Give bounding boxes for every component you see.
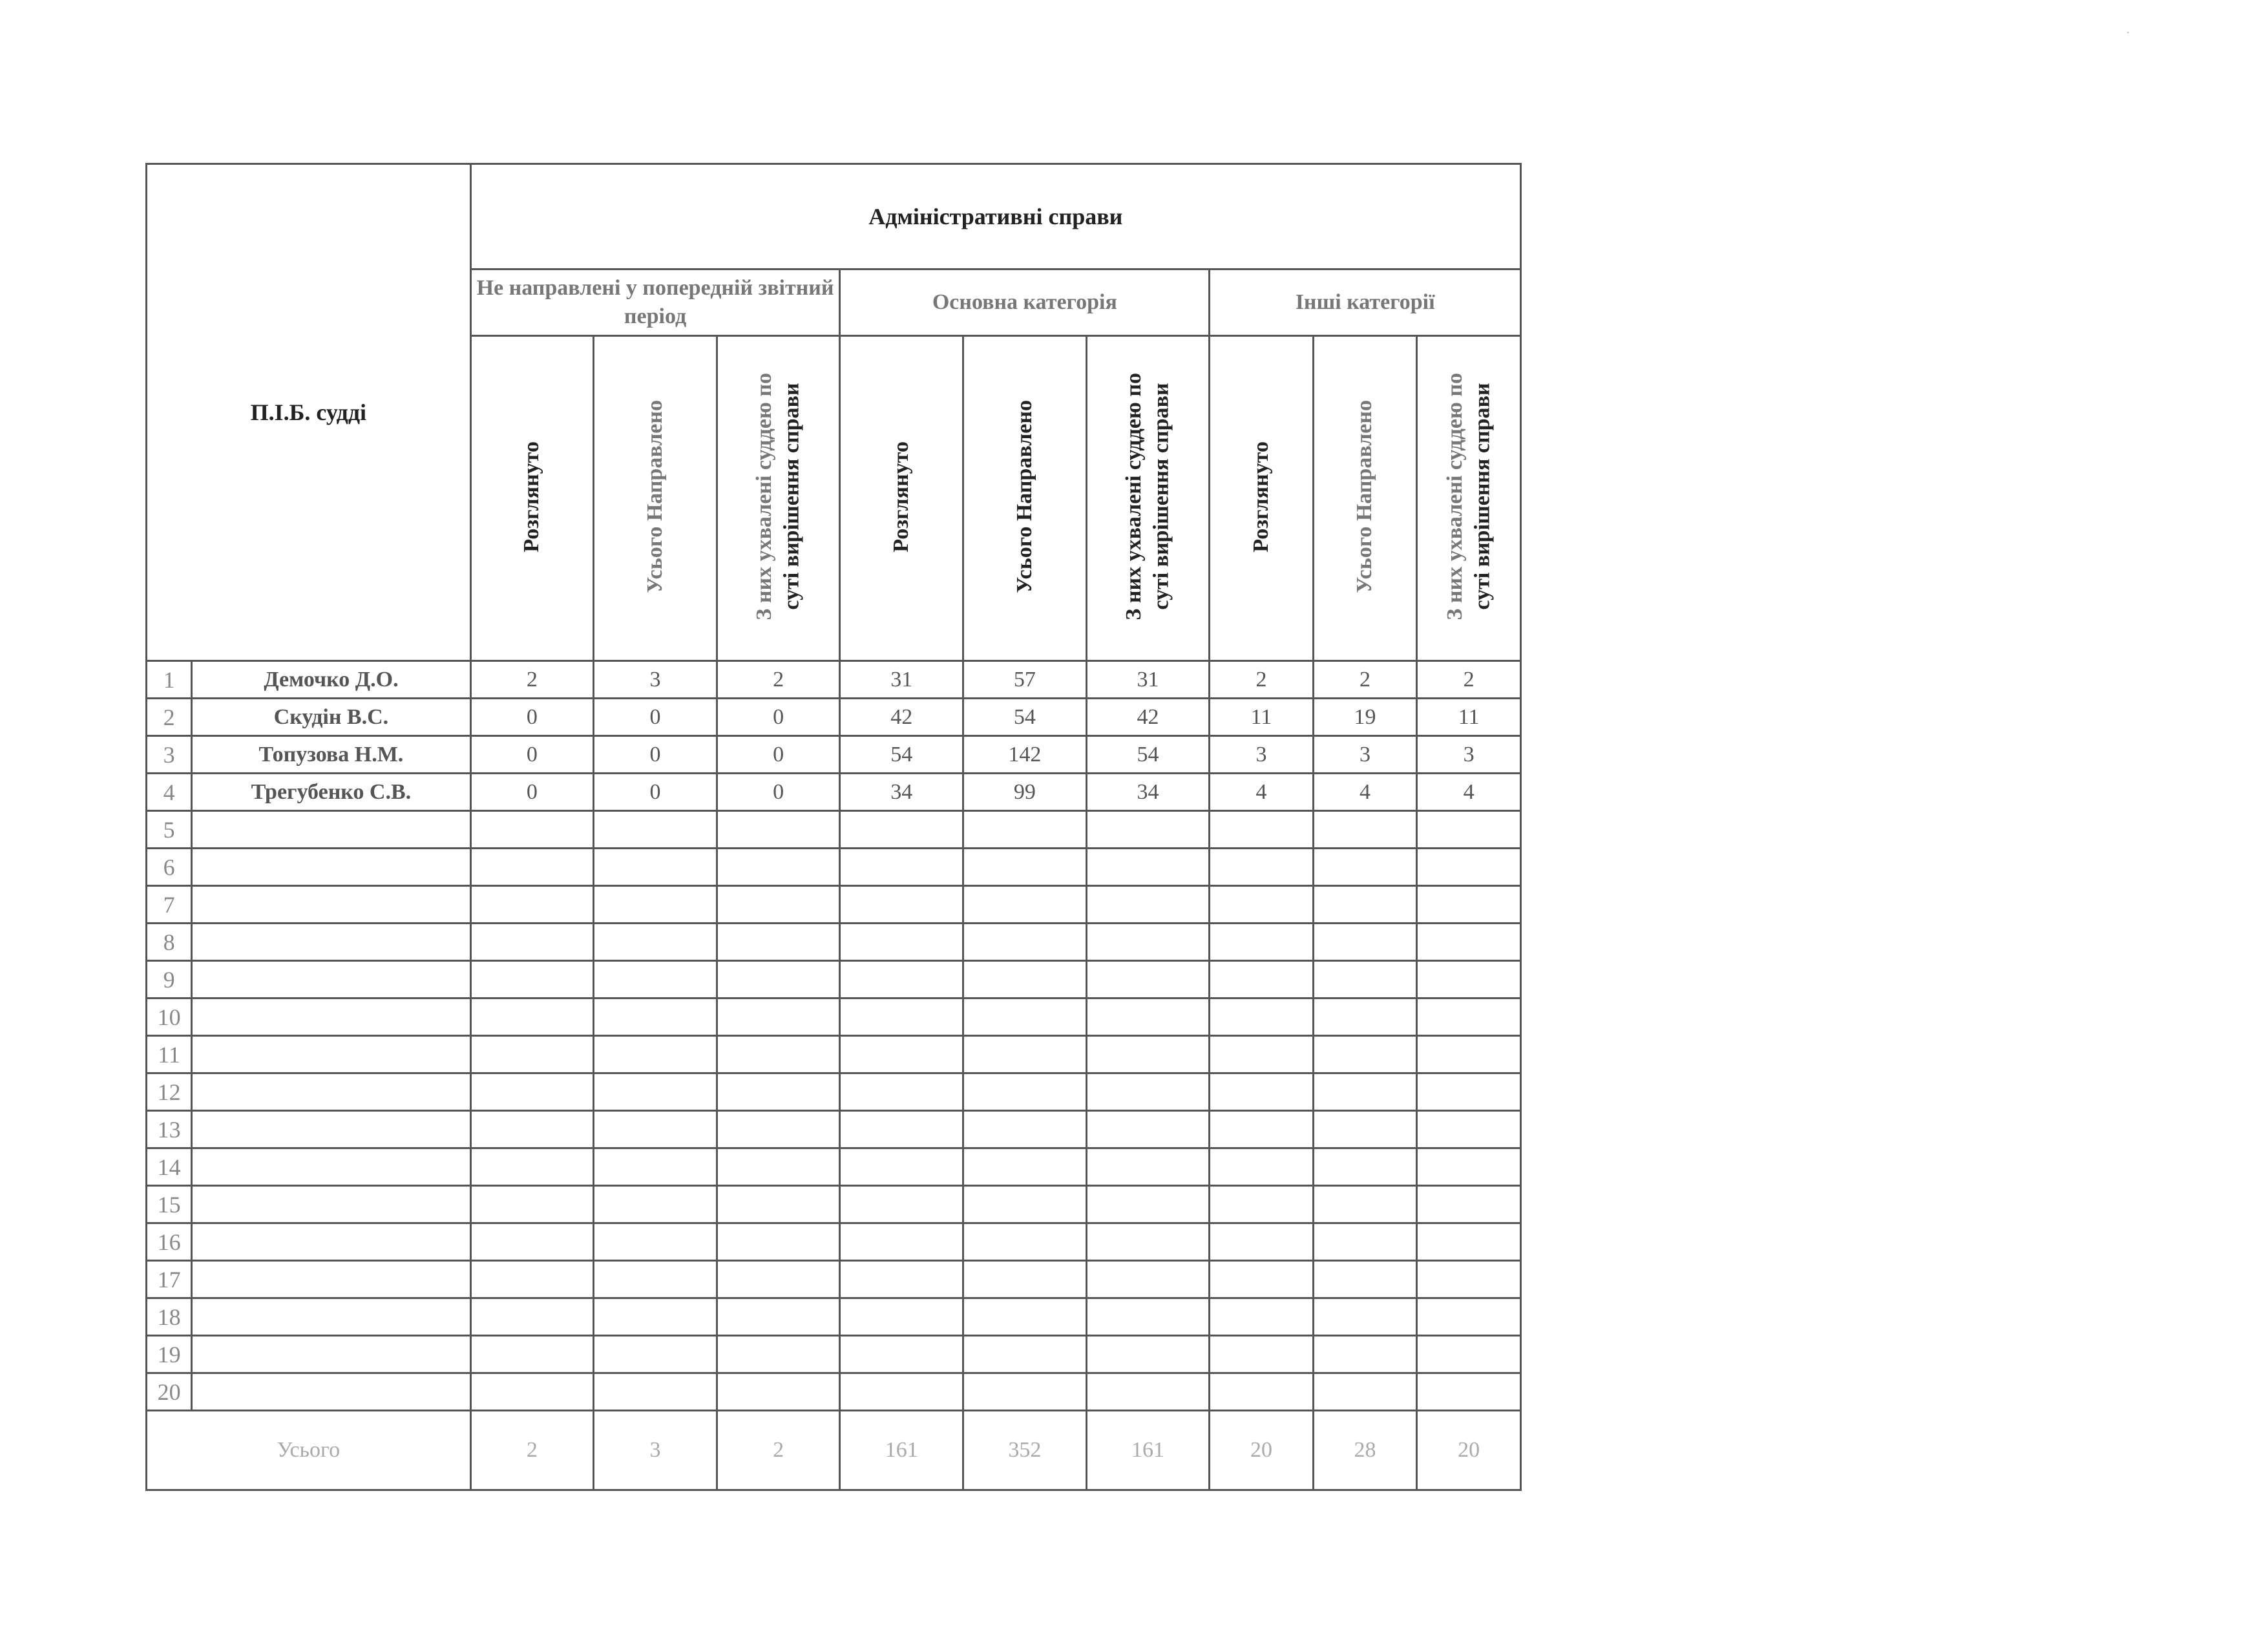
col-header-label: Розглянуто (889, 441, 913, 553)
table-cell: 11 (1210, 699, 1314, 736)
table-cell (963, 1073, 1087, 1111)
judge-name (192, 811, 470, 849)
table-cell (1210, 849, 1314, 886)
judge-name: Трегубенко С.В. (192, 774, 470, 811)
table-cell (1086, 1223, 1210, 1261)
table-cell (717, 1111, 840, 1148)
judge-name (192, 886, 470, 924)
table-cell (1210, 1073, 1314, 1111)
table-cell (1417, 1373, 1521, 1411)
table-cell: 0 (594, 774, 717, 811)
table-row (147, 699, 1521, 736)
table-cell (1210, 1261, 1314, 1298)
table-cell (594, 1298, 717, 1336)
judge-name (192, 1186, 470, 1223)
table-cell (470, 1336, 594, 1373)
judge-name (192, 961, 470, 998)
table-cell (594, 1373, 717, 1411)
table-cell (594, 811, 717, 849)
table-cell: 4 (1313, 774, 1417, 811)
table-cell (1210, 1223, 1314, 1261)
table-cell (717, 1036, 840, 1073)
row-number: 20 (147, 1373, 192, 1411)
row-number: 6 (147, 849, 192, 886)
table-cell (1417, 1298, 1521, 1336)
table-cell (840, 1073, 963, 1111)
table-cell (594, 1186, 717, 1223)
total-cell: 20 (1210, 1411, 1314, 1490)
table-cell: 142 (963, 736, 1087, 774)
table-cell (963, 1186, 1087, 1223)
table-row (147, 924, 1521, 961)
table-cell (717, 1223, 840, 1261)
table-cell (1417, 1223, 1521, 1261)
table-cell: 3 (1417, 736, 1521, 774)
total-cell: 352 (963, 1411, 1087, 1490)
table-cell (963, 1036, 1087, 1073)
table-cell (1086, 1261, 1210, 1298)
table-cell: 31 (840, 661, 963, 699)
table-cell (594, 1223, 717, 1261)
judge-name-header: П.І.Б. судді (147, 164, 471, 661)
col-header-line2: суті вирішення справи (1470, 383, 1495, 611)
col-header-line2: суті вирішення справи (1149, 383, 1173, 611)
table-cell (717, 1298, 840, 1336)
table-cell (840, 886, 963, 924)
table-cell (840, 1261, 963, 1298)
table-cell (470, 1223, 594, 1261)
table-row (147, 736, 1521, 774)
table-cell (717, 1261, 840, 1298)
table-cell (1313, 849, 1417, 886)
table-cell: 0 (470, 699, 594, 736)
total-cell: 3 (594, 1411, 717, 1490)
col-header-not-sent-total-sent (594, 336, 717, 661)
table-cell (963, 849, 1087, 886)
table-cell (594, 1036, 717, 1073)
table-cell (1417, 886, 1521, 924)
table-cell (717, 1073, 840, 1111)
table-cell (840, 1373, 963, 1411)
col-header-label: Усього Направлено (642, 400, 667, 593)
table-cell: 2 (1313, 661, 1417, 699)
table-cell (717, 811, 840, 849)
table-cell (1210, 1186, 1314, 1223)
table-cell (1313, 1073, 1417, 1111)
table-cell (594, 998, 717, 1036)
col-header-label (1120, 373, 1175, 620)
table-cell (1313, 998, 1417, 1036)
table-cell (594, 886, 717, 924)
table-cell: 4 (1417, 774, 1521, 811)
table-cell (1313, 1036, 1417, 1073)
table-cell: 54 (963, 699, 1087, 736)
table-cell (963, 1298, 1087, 1336)
total-cell: 28 (1313, 1411, 1417, 1490)
table-cell (963, 1336, 1087, 1373)
table-cell (470, 811, 594, 849)
col-header-label: Усього Направлено (1352, 400, 1377, 593)
table-cell: 42 (1086, 699, 1210, 736)
col-header-main-reviewed (840, 336, 963, 661)
table-cell (470, 1073, 594, 1111)
table-cell (1210, 1111, 1314, 1148)
row-number: 12 (147, 1073, 192, 1111)
table-row (147, 998, 1521, 1036)
table-cell (1086, 1336, 1210, 1373)
table-cell (470, 1036, 594, 1073)
table-cell (594, 924, 717, 961)
table-cell (1417, 998, 1521, 1036)
table-cell (1417, 1186, 1521, 1223)
table-row (147, 1373, 1521, 1411)
table-cell (1313, 811, 1417, 849)
table-row (147, 774, 1521, 811)
table-row (147, 1223, 1521, 1261)
row-number: 10 (147, 998, 192, 1036)
table-cell (840, 998, 963, 1036)
table-cell: 2 (717, 661, 840, 699)
judge-name (192, 1036, 470, 1073)
table-cell (1210, 1336, 1314, 1373)
table-cell (1086, 998, 1210, 1036)
table-cell (594, 1336, 717, 1373)
row-number: 9 (147, 961, 192, 998)
table-cell: 0 (717, 699, 840, 736)
row-number: 2 (147, 699, 192, 736)
table-cell (1313, 1373, 1417, 1411)
row-number: 18 (147, 1298, 192, 1336)
table-cell (1086, 1148, 1210, 1186)
table-cell (1313, 1111, 1417, 1148)
col-header-not-sent-reviewed (470, 336, 594, 661)
row-number: 7 (147, 886, 192, 924)
table-row (147, 1298, 1521, 1336)
table-cell: 3 (594, 661, 717, 699)
judge-name: Топузова Н.М. (192, 736, 470, 774)
table-cell (470, 1186, 594, 1223)
table-cell (470, 961, 594, 998)
table-row (147, 886, 1521, 924)
judge-name (192, 1298, 470, 1336)
table-cell (470, 1373, 594, 1411)
total-cell: 2 (717, 1411, 840, 1490)
table-cell (963, 998, 1087, 1036)
table-cell (840, 811, 963, 849)
table-cell (1313, 924, 1417, 961)
table-row (147, 1073, 1521, 1111)
col-header-label: Розглянуто (1248, 441, 1273, 553)
row-number: 19 (147, 1336, 192, 1373)
table-row (147, 961, 1521, 998)
table-cell (470, 1111, 594, 1148)
table-cell: 42 (840, 699, 963, 736)
table-title: Адміністративні справи (470, 164, 1520, 269)
table-cell (1086, 961, 1210, 998)
table-cell: 99 (963, 774, 1087, 811)
table-cell (1417, 1148, 1521, 1186)
table-cell (1086, 1073, 1210, 1111)
table-cell (470, 886, 594, 924)
col-header-line1: З них ухвалені суддею по (1121, 373, 1146, 620)
row-number: 4 (147, 774, 192, 811)
row-number: 13 (147, 1111, 192, 1148)
table-cell: 54 (1086, 736, 1210, 774)
table-cell: 11 (1417, 699, 1521, 736)
total-label: Усього (147, 1411, 471, 1490)
judge-name (192, 1148, 470, 1186)
table-cell (1210, 886, 1314, 924)
table-cell (470, 924, 594, 961)
table-cell (717, 1336, 840, 1373)
group-header-other-categories: Інші категорії (1210, 269, 1521, 336)
table-cell (594, 961, 717, 998)
judge-name (192, 924, 470, 961)
table-cell (717, 1148, 840, 1186)
row-number: 11 (147, 1036, 192, 1073)
table-cell (1086, 811, 1210, 849)
table-cell: 3 (1313, 736, 1417, 774)
table-cell (1313, 1223, 1417, 1261)
table-cell (1210, 961, 1314, 998)
table-cell: 0 (594, 736, 717, 774)
row-number: 8 (147, 924, 192, 961)
col-header-other-total-sent (1313, 336, 1417, 661)
total-cell: 20 (1417, 1411, 1521, 1490)
judge-name: Демочко Д.О. (192, 661, 470, 699)
table-cell (1086, 886, 1210, 924)
table-cell (840, 924, 963, 961)
table-cell (1210, 998, 1314, 1036)
table-cell (594, 1111, 717, 1148)
table-cell (1210, 1298, 1314, 1336)
table-cell (1086, 924, 1210, 961)
table-cell: 34 (840, 774, 963, 811)
judge-name (192, 1223, 470, 1261)
judge-name (192, 1111, 470, 1148)
table-cell (1086, 1186, 1210, 1223)
table-cell (594, 1148, 717, 1186)
judges-admin-cases-table (145, 163, 1522, 1491)
table-cell (1417, 1336, 1521, 1373)
table-cell (1417, 1111, 1521, 1148)
table-cell: 54 (840, 736, 963, 774)
table-cell (840, 1336, 963, 1373)
row-number: 16 (147, 1223, 192, 1261)
table-cell: 2 (470, 661, 594, 699)
table-cell (963, 961, 1087, 998)
row-number: 17 (147, 1261, 192, 1298)
table-cell (963, 924, 1087, 961)
table-cell (717, 924, 840, 961)
row-number: 14 (147, 1148, 192, 1186)
table-cell (1210, 1148, 1314, 1186)
table-cell (840, 849, 963, 886)
table-cell: 19 (1313, 699, 1417, 736)
table-cell (1313, 1261, 1417, 1298)
group-header-not-sent: Не направлені у попередній звітний період (470, 269, 840, 336)
table-cell: 31 (1086, 661, 1210, 699)
table-cell (717, 886, 840, 924)
table-cell (1086, 1036, 1210, 1073)
col-header-main-decided (1086, 336, 1210, 661)
judge-name (192, 1073, 470, 1111)
table-cell (1210, 811, 1314, 849)
table-cell (594, 849, 717, 886)
table-cell (717, 849, 840, 886)
table-cell (470, 998, 594, 1036)
table-row (147, 1336, 1521, 1373)
table-cell (717, 961, 840, 998)
table-cell (717, 1186, 840, 1223)
table-cell (963, 1373, 1087, 1411)
table-cell: 4 (1210, 774, 1314, 811)
row-number: 5 (147, 811, 192, 849)
table-cell (1417, 849, 1521, 886)
table-cell: 0 (717, 736, 840, 774)
total-row (147, 1411, 1521, 1490)
col-header-not-sent-decided (717, 336, 840, 661)
table-cell (1313, 886, 1417, 924)
table-cell (963, 886, 1087, 924)
table-cell: 2 (1210, 661, 1314, 699)
table-cell (470, 1298, 594, 1336)
scan-mark: · (2126, 26, 2130, 40)
table-cell (963, 1148, 1087, 1186)
report-sheet (145, 163, 1522, 1491)
judge-name: Скудін В.С. (192, 699, 470, 736)
judge-name (192, 849, 470, 886)
judge-name (192, 1373, 470, 1411)
col-header-other-reviewed (1210, 336, 1314, 661)
col-header-label: Усього Направлено (1012, 400, 1036, 593)
table-cell: 3 (1210, 736, 1314, 774)
col-header-label (1442, 373, 1496, 620)
table-cell (1417, 924, 1521, 961)
table-cell (1210, 924, 1314, 961)
judge-name (192, 1336, 470, 1373)
table-cell (1417, 1036, 1521, 1073)
table-cell (840, 1148, 963, 1186)
group-header-main-category: Основна категорія (840, 269, 1210, 336)
table-cell (470, 1148, 594, 1186)
table-cell (1417, 1073, 1521, 1111)
table-cell (963, 1223, 1087, 1261)
table-cell (963, 811, 1087, 849)
table-cell: 57 (963, 661, 1087, 699)
table-cell (1417, 961, 1521, 998)
table-cell (1086, 849, 1210, 886)
table-cell (470, 849, 594, 886)
judge-name (192, 998, 470, 1036)
table-row (147, 661, 1521, 699)
table-cell: 0 (470, 774, 594, 811)
table-cell (1210, 1036, 1314, 1073)
table-row (147, 1261, 1521, 1298)
table-row (147, 1186, 1521, 1223)
table-row (147, 811, 1521, 849)
total-cell: 161 (1086, 1411, 1210, 1490)
table-cell (840, 1298, 963, 1336)
table-cell (1313, 1298, 1417, 1336)
table-cell (1313, 961, 1417, 998)
table-cell (840, 1036, 963, 1073)
table-cell: 34 (1086, 774, 1210, 811)
table-cell (1086, 1373, 1210, 1411)
table-cell (840, 1111, 963, 1148)
table-row (147, 1111, 1521, 1148)
col-header-other-decided (1417, 336, 1521, 661)
col-header-label: Розглянуто (520, 441, 544, 553)
table-cell (963, 1261, 1087, 1298)
col-header-label (751, 373, 806, 620)
table-cell (717, 998, 840, 1036)
table-cell: 0 (470, 736, 594, 774)
table-cell (840, 1186, 963, 1223)
table-row (147, 849, 1521, 886)
table-cell (963, 1111, 1087, 1148)
row-number: 3 (147, 736, 192, 774)
row-number: 15 (147, 1186, 192, 1223)
table-cell (1417, 811, 1521, 849)
total-cell: 2 (470, 1411, 594, 1490)
table-cell (1210, 1373, 1314, 1411)
table-cell (840, 1223, 963, 1261)
table-cell (1313, 1186, 1417, 1223)
table-row (147, 1148, 1521, 1186)
table-cell (1313, 1148, 1417, 1186)
table-cell (1086, 1298, 1210, 1336)
table-cell (840, 961, 963, 998)
table-cell: 0 (594, 699, 717, 736)
col-header-line1: З них ухвалені суддею по (1442, 373, 1467, 620)
table-cell (717, 1373, 840, 1411)
table-cell (1417, 1261, 1521, 1298)
table-cell (470, 1261, 594, 1298)
col-header-main-total-sent (963, 336, 1087, 661)
table-cell (1086, 1111, 1210, 1148)
table-cell (594, 1073, 717, 1111)
table-cell (1313, 1336, 1417, 1373)
judge-name (192, 1261, 470, 1298)
table-cell: 0 (717, 774, 840, 811)
table-row (147, 1036, 1521, 1073)
table-cell (594, 1261, 717, 1298)
col-header-line2: суті вирішення справи (779, 383, 804, 611)
total-cell: 161 (840, 1411, 963, 1490)
col-header-line1: З них ухвалені суддею по (752, 373, 777, 620)
table-cell: 2 (1417, 661, 1521, 699)
row-number: 1 (147, 661, 192, 699)
